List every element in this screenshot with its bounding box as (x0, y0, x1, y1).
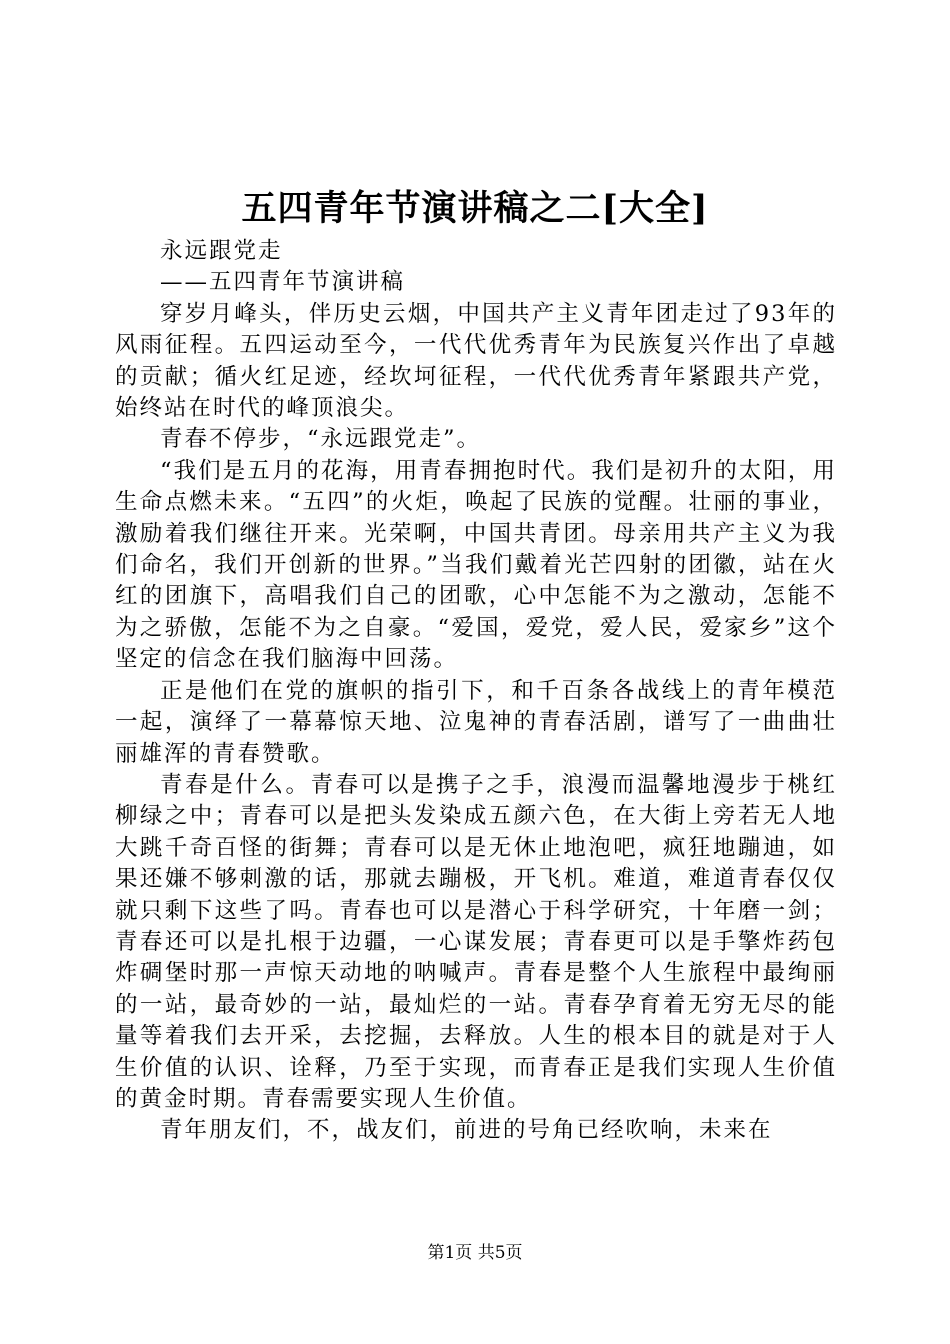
paragraph: “我们是五月的花海，用青春拥抱时代。我们是初升的太阳，用生命点燃未来。“五四”的火炬，唤起了民族的觉醒。壮丽的事业，激励着我们继往开来。光荣啊，中国共青团。母亲用共产主义为我们命名，我们开创新的世界。”当我们戴着光芒四射的团徽，站在火红的团旗下，高唱我们自己的团歌，心中怎能不为之激动，怎能不为之骄傲，怎能不为之自豪。“爱国，爱党，爱人民，爱家乡”这个坚定的信念在我们脑海中回荡。 (115, 457, 837, 673)
paragraph-subtitle-dash: ——五四青年节演讲稿 (160, 269, 406, 296)
paragraph-subtitle: 永远跟党走 (160, 238, 283, 264)
paragraph: 青春不停步，“永远跟党走”。 (160, 426, 482, 453)
paragraph: 青春是什么。青春可以是携子之手，浪漫而温馨地漫步于桃红柳绿之中；青春可以是把头发染成五颜六色，在大街上旁若无人地大跳千奇百怪的街舞；青春可以是无休止地泡吧，疯狂地蹦迪，如果还嫌不够刺激的话，那就去蹦极，开飞机。难道，难道青春仅仅就只剩下这些了吗。青春也可以是潜心于科学研究，十年磨一剑；青春还可以是扎根于边疆，一心谋发展；青春更可以是手擎炸药包炸碉堡时那一声惊天动地的呐喊声。青春是整个人生旅程中最绚丽的一站，最奇妙的一站，最灿烂的一站。青春孕育着无穷无尽的能量等着我们去开采，去挖掘，去释放。人生的根本目的就是对于人生价值的认识、诠释，乃至于实现，而青春正是我们实现人生价值的黄金时期。青春需要实现人生价值。 (115, 771, 837, 1112)
paragraph: 正是他们在党的旗帜的指引下，和千百条各战线上的青年模范一起，演绎了一幕幕惊天地、泣鬼神的青春活剧，谱写了一曲曲壮丽雄浑的青春赞歌。 (115, 677, 837, 767)
document-body (115, 236, 837, 1147)
paragraph: 穿岁月峰头，伴历史云烟，中国共产主义青年团走过了93年的风雨征程。五四运动至今，一代代优秀青年为民族复兴作出了卓越的贡献；循火红足迹，经坎坷征程，一代代优秀青年紧跟共产党，始终站在时代的峰顶浪尖。 (115, 300, 837, 422)
document-title: 五四青年节演讲稿之二[大全] (241, 188, 709, 229)
page-footer: 第1页 共5页 (427, 1243, 523, 1263)
paragraph: 青年朋友们，不，战友们，前进的号角已经吹响，未来在 (160, 1117, 773, 1144)
